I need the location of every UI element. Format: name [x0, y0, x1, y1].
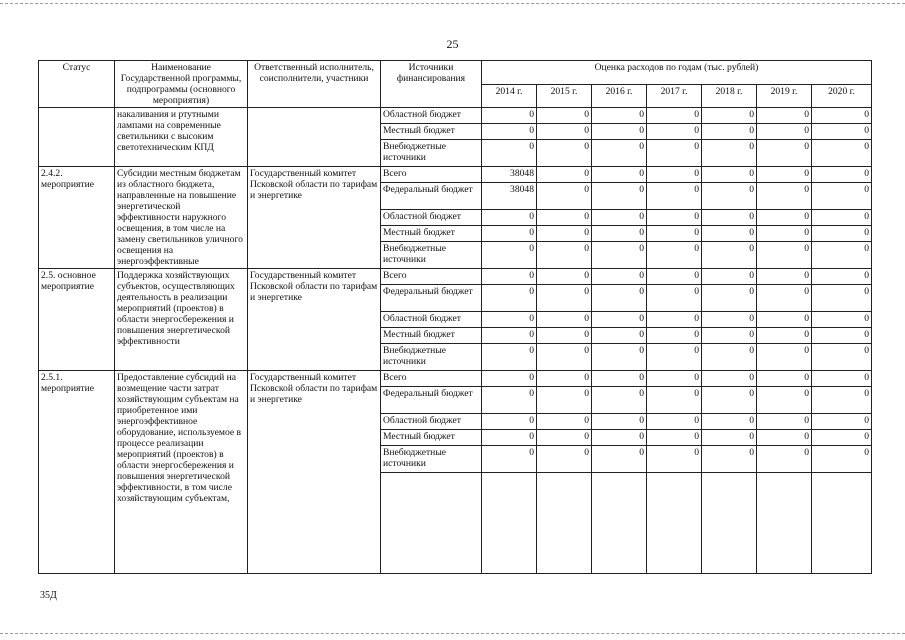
value-cell: 0 [757, 371, 812, 387]
value-cell: 0 [482, 124, 537, 140]
value-cell: 0 [702, 387, 757, 414]
value-cell: 0 [482, 430, 537, 446]
value-cell: 0 [702, 328, 757, 344]
empty-cell [381, 473, 482, 574]
value-cell: 0 [702, 183, 757, 210]
empty-cell [757, 473, 812, 574]
value-cell: 0 [702, 210, 757, 226]
value-cell: 0 [592, 140, 647, 167]
value-cell: 0 [757, 108, 812, 124]
status-cell: 2.5. основное мероприятие [39, 269, 115, 371]
funding-source-cell: Всего [381, 167, 482, 183]
funding-source-cell: Внебюджетные источники [381, 446, 482, 473]
value-cell: 0 [757, 242, 812, 269]
value-cell: 0 [647, 269, 702, 285]
value-cell: 0 [757, 124, 812, 140]
value-cell: 0 [757, 387, 812, 414]
responsible-cell [248, 108, 381, 167]
page-number: 25 [446, 37, 459, 51]
empty-cell [592, 473, 647, 574]
status-cell [39, 108, 115, 167]
table-row [39, 371, 872, 387]
value-cell: 0 [537, 285, 592, 312]
funding-source-cell: Местный бюджет [381, 124, 482, 140]
value-cell: 0 [537, 414, 592, 430]
value-cell: 0 [757, 226, 812, 242]
value-cell: 0 [592, 285, 647, 312]
value-cell: 0 [702, 312, 757, 328]
value-cell: 0 [757, 140, 812, 167]
value-cell: 0 [702, 446, 757, 473]
funding-source-cell: Всего [381, 371, 482, 387]
value-cell: 0 [812, 285, 872, 312]
value-cell: 0 [702, 167, 757, 183]
value-cell: 0 [592, 430, 647, 446]
value-cell: 0 [537, 242, 592, 269]
header-year: 2014 г. [482, 84, 537, 108]
value-cell: 0 [647, 226, 702, 242]
value-cell: 0 [592, 387, 647, 414]
funding-source-cell: Федеральный бюджет [381, 183, 482, 210]
value-cell: 0 [812, 183, 872, 210]
responsible-cell: Государственный комитет Псковской области по тарифам и энергетике [248, 167, 381, 269]
value-cell: 0 [702, 140, 757, 167]
value-cell: 0 [537, 344, 592, 371]
header-year: 2017 г. [647, 84, 702, 108]
value-cell: 0 [482, 387, 537, 414]
header-year: 2016 г. [592, 84, 647, 108]
value-cell: 0 [592, 269, 647, 285]
funding-source-cell: Областной бюджет [381, 414, 482, 430]
funding-source-cell: Местный бюджет [381, 328, 482, 344]
value-cell: 0 [647, 328, 702, 344]
funding-source-cell: Внебюджетные источники [381, 344, 482, 371]
table-body [39, 108, 872, 574]
responsible-cell: Государственный комитет Псковской области по тарифам и энергетике [248, 371, 381, 574]
value-cell: 0 [757, 210, 812, 226]
value-cell: 0 [592, 312, 647, 328]
value-cell: 0 [592, 226, 647, 242]
value-cell: 0 [482, 371, 537, 387]
value-cell: 0 [537, 269, 592, 285]
table-row [39, 167, 872, 183]
value-cell: 0 [647, 183, 702, 210]
value-cell: 0 [757, 414, 812, 430]
value-cell: 0 [482, 140, 537, 167]
header-program-name: Наименование Государственной программы, подпрограммы (основного мероприятия) [115, 61, 248, 108]
responsible-cell: Государственный комитет Псковской области по тарифам и энергетике [248, 269, 381, 371]
value-cell: 0 [647, 387, 702, 414]
value-cell: 0 [757, 430, 812, 446]
table-header [39, 61, 872, 108]
value-cell: 0 [812, 344, 872, 371]
value-cell: 0 [647, 108, 702, 124]
value-cell: 0 [537, 430, 592, 446]
value-cell: 0 [812, 430, 872, 446]
value-cell: 0 [537, 167, 592, 183]
header-status: Статус [39, 61, 115, 108]
value-cell: 0 [812, 140, 872, 167]
value-cell: 0 [592, 242, 647, 269]
value-cell: 0 [482, 446, 537, 473]
value-cell: 0 [537, 210, 592, 226]
value-cell: 0 [647, 124, 702, 140]
value-cell: 0 [702, 108, 757, 124]
program-name-cell [115, 167, 248, 269]
value-cell: 0 [482, 414, 537, 430]
program-name-cell [115, 108, 248, 167]
value-cell: 0 [702, 226, 757, 242]
value-cell: 0 [647, 210, 702, 226]
value-cell: 0 [812, 371, 872, 387]
value-cell: 0 [537, 183, 592, 210]
expenditure-table [38, 60, 872, 574]
header-year: 2015 г. [537, 84, 592, 108]
value-cell: 0 [757, 285, 812, 312]
value-cell: 0 [812, 446, 872, 473]
value-cell: 0 [482, 242, 537, 269]
value-cell: 0 [702, 269, 757, 285]
program-name-text: Субсидии местным бюджетам из областного бюджета, направленные на повышение энергетической эффективности наружного освещения, в том числе на замену светильников уличного освещения на энергоэффективные [117, 168, 243, 267]
program-name-text: Поддержка хозяйствующих субъектов, осуществляющих деятельность в реализации мероприятий (проектов) в области энергосбережения и повышения энергетической эффективности [117, 270, 235, 347]
funding-source-cell: Областной бюджет [381, 108, 482, 124]
value-cell: 0 [537, 124, 592, 140]
value-cell: 0 [812, 226, 872, 242]
value-cell: 0 [482, 108, 537, 124]
value-cell: 0 [592, 167, 647, 183]
status-cell: 2.5.1. мероприятие [39, 371, 115, 574]
value-cell: 0 [482, 328, 537, 344]
value-cell: 0 [482, 312, 537, 328]
value-cell: 0 [592, 414, 647, 430]
value-cell: 0 [812, 242, 872, 269]
funding-source-cell: Федеральный бюджет [381, 285, 482, 312]
funding-source-cell: Областной бюджет [381, 312, 482, 328]
value-cell: 0 [537, 312, 592, 328]
value-cell: 0 [592, 124, 647, 140]
value-cell: 0 [702, 414, 757, 430]
funding-source-cell: Местный бюджет [381, 430, 482, 446]
empty-cell [702, 473, 757, 574]
program-name-cell [115, 371, 248, 574]
header-year: 2019 г. [757, 84, 812, 108]
value-cell: 0 [592, 344, 647, 371]
scan-edge-bottom [0, 633, 905, 634]
value-cell: 0 [812, 210, 872, 226]
value-cell: 0 [812, 269, 872, 285]
value-cell: 0 [702, 430, 757, 446]
value-cell: 0 [757, 312, 812, 328]
value-cell: 0 [482, 285, 537, 312]
value-cell: 0 [702, 242, 757, 269]
value-cell: 0 [592, 108, 647, 124]
program-name-text: накаливания и ртутными лампами на современные светильники с высоким светотехническим КПД [117, 109, 221, 153]
funding-source-cell: Федеральный бюджет [381, 387, 482, 414]
value-cell: 0 [482, 269, 537, 285]
value-cell: 0 [537, 446, 592, 473]
value-cell: 0 [537, 226, 592, 242]
value-cell: 0 [702, 371, 757, 387]
value-cell: 0 [812, 414, 872, 430]
value-cell: 0 [702, 285, 757, 312]
value-cell: 0 [592, 328, 647, 344]
table-row [39, 108, 872, 124]
program-name-cell [115, 269, 248, 371]
value-cell: 0 [702, 124, 757, 140]
empty-cell [647, 473, 702, 574]
funding-source-cell: Внебюджетные источники [381, 242, 482, 269]
empty-cell [537, 473, 592, 574]
scan-edge-top [0, 3, 905, 4]
header-year: 2018 г. [702, 84, 757, 108]
header-cost-estimate: Оценка расходов по годам (тыс. рублей) [482, 61, 872, 85]
value-cell: 0 [482, 210, 537, 226]
value-cell: 0 [537, 371, 592, 387]
value-cell: 0 [702, 344, 757, 371]
value-cell: 0 [482, 226, 537, 242]
value-cell: 0 [757, 167, 812, 183]
value-cell: 0 [812, 312, 872, 328]
value-cell: 0 [647, 371, 702, 387]
value-cell: 0 [592, 210, 647, 226]
empty-cell [482, 473, 537, 574]
value-cell: 0 [647, 344, 702, 371]
header-responsible: Ответственный исполнитель, соисполнители, участники [248, 61, 381, 108]
value-cell: 0 [757, 183, 812, 210]
header-year: 2020 г. [812, 84, 872, 108]
value-cell: 0 [757, 269, 812, 285]
value-cell: 0 [812, 167, 872, 183]
value-cell: 0 [647, 430, 702, 446]
value-cell: 0 [537, 108, 592, 124]
value-cell: 0 [537, 140, 592, 167]
empty-cell [812, 473, 872, 574]
value-cell: 0 [647, 312, 702, 328]
value-cell: 0 [537, 387, 592, 414]
funding-source-cell: Областной бюджет [381, 210, 482, 226]
value-cell: 0 [647, 285, 702, 312]
footer-code: 35Д [40, 590, 57, 601]
value-cell: 0 [757, 328, 812, 344]
value-cell: 0 [812, 124, 872, 140]
value-cell: 38048 [482, 167, 537, 183]
value-cell: 0 [757, 344, 812, 371]
funding-source-cell: Всего [381, 269, 482, 285]
header-funding-sources: Источники финансирования [381, 61, 482, 108]
funding-source-cell: Внебюджетные источники [381, 140, 482, 167]
value-cell: 0 [647, 167, 702, 183]
value-cell: 0 [647, 242, 702, 269]
value-cell: 38048 [482, 183, 537, 210]
value-cell: 0 [647, 414, 702, 430]
value-cell: 0 [757, 446, 812, 473]
status-cell: 2.4.2. мероприятие [39, 167, 115, 269]
program-name-text: Предоставление субсидий на возмещение части затрат хозяйствующим субъектам на приобретенное ими энергоэффективное оборудование, используемое в процессе реализации мероприятий (проектов) в области энергосбережения и повышения энергетической эффективности, в том числе хозяйствующим субъектам, [117, 372, 242, 504]
value-cell: 0 [647, 446, 702, 473]
value-cell: 0 [537, 328, 592, 344]
value-cell: 0 [812, 387, 872, 414]
funding-source-cell: Местный бюджет [381, 226, 482, 242]
value-cell: 0 [647, 140, 702, 167]
value-cell: 0 [482, 344, 537, 371]
value-cell: 0 [592, 183, 647, 210]
value-cell: 0 [592, 446, 647, 473]
table-row [39, 269, 872, 285]
value-cell: 0 [812, 108, 872, 124]
value-cell: 0 [812, 328, 872, 344]
value-cell: 0 [592, 371, 647, 387]
